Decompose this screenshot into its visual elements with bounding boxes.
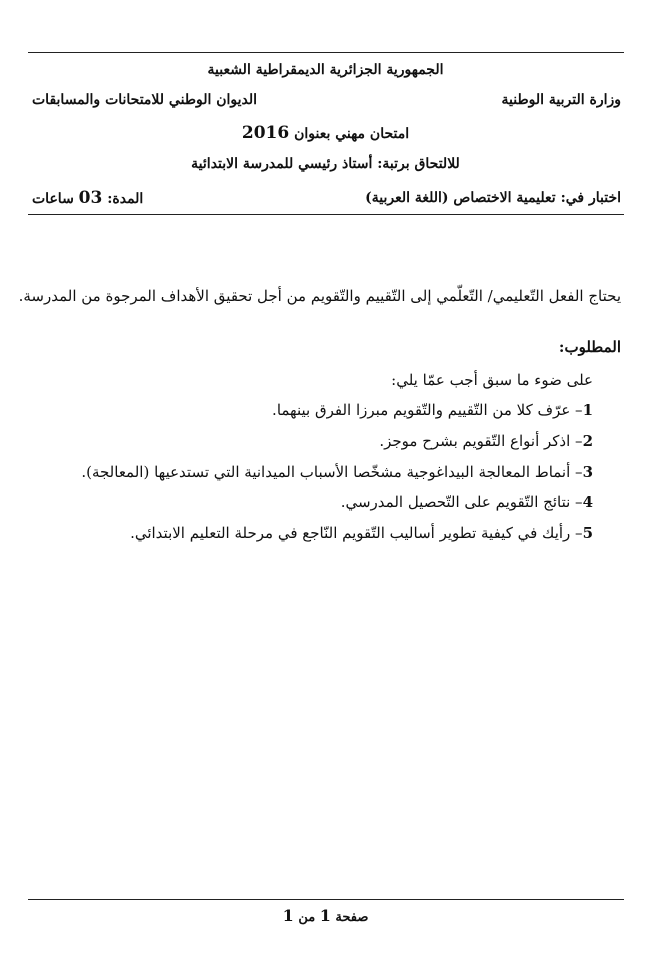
page-number	[0, 906, 651, 925]
question-number: 4	[582, 493, 593, 511]
duration-value: 03	[78, 188, 103, 208]
duration	[32, 188, 143, 208]
office-label: الديوان الوطني للامتحانات والمسابقات	[32, 92, 258, 108]
page-current: 1	[319, 906, 331, 925]
exam-title-prefix: امتحان مهني بعنوان	[294, 126, 410, 142]
question-text: رأيك في كيفية تطوير أساليب التّقويم النّاجع في مرحلة التعليم الابتدائي.	[130, 524, 571, 542]
exam-year: 2016	[241, 123, 290, 143]
question-1: 1– عرّف كلا من التّقييم والتّقويم مبرزا الفرق بينهما.	[272, 401, 593, 419]
ministry-label: وزارة التربية الوطنية	[501, 92, 621, 108]
subject-line: اختبار في: تعليمية الاختصاص (اللغة العربية)	[365, 190, 621, 206]
question-5: 5– رأيك في كيفية تطوير أساليب التّقويم النّاجع في مرحلة التعليم الابتدائي.	[130, 524, 593, 542]
duration-label: المدة:	[107, 191, 144, 207]
page-label: صفحة	[335, 910, 369, 925]
page-total: 1	[282, 906, 294, 925]
page-of: من	[298, 910, 316, 925]
footer-divider	[28, 899, 624, 900]
top-divider	[28, 52, 624, 53]
question-4: 4– نتائج التّقويم على التّحصيل المدرسي.	[340, 493, 593, 511]
question-number: 5	[582, 524, 593, 542]
republic-heading: الجمهورية الجزائرية الديمقراطية الشعبية	[207, 62, 444, 78]
header-divider	[28, 214, 624, 215]
question-text: نتائج التّقويم على التّحصيل المدرسي.	[340, 493, 571, 511]
question-2: 2– اذكر أنواع التّقويم بشرح موجز.	[379, 432, 593, 450]
question-text: عرّف كلا من التّقييم والتّقويم مبرزا الفرق بينهما.	[272, 401, 571, 419]
lead-line: على ضوء ما سبق أجب عمّا يلي:	[391, 371, 593, 389]
question-3: 3– أنماط المعالجة البيداغوجية مشخّصا الأسباب الميدانية التي تستدعيها (المعالجة).	[81, 463, 593, 481]
question-text: اذكر أنواع التّقويم بشرح موجز.	[379, 432, 571, 450]
duration-unit: ساعات	[32, 191, 74, 207]
intro-paragraph: يحتاج الفعل التّعليمي/ التّعلّمي إلى التّقييم والتّقويم من أجل تحقيق الأهداف المرجوة من المدرسة.	[18, 287, 621, 305]
required-title: المطلوب:	[558, 338, 621, 356]
question-number: 2	[582, 432, 593, 450]
question-number: 3	[582, 463, 593, 481]
question-number: 1	[582, 401, 593, 419]
question-text: أنماط المعالجة البيداغوجية مشخّصا الأسباب الميدانية التي تستدعيها (المعالجة).	[81, 463, 571, 481]
promotion-line: للالتحاق برتبة: أستاذ رئيسي للمدرسة الابتدائية	[191, 156, 460, 172]
exam-title	[0, 123, 651, 143]
